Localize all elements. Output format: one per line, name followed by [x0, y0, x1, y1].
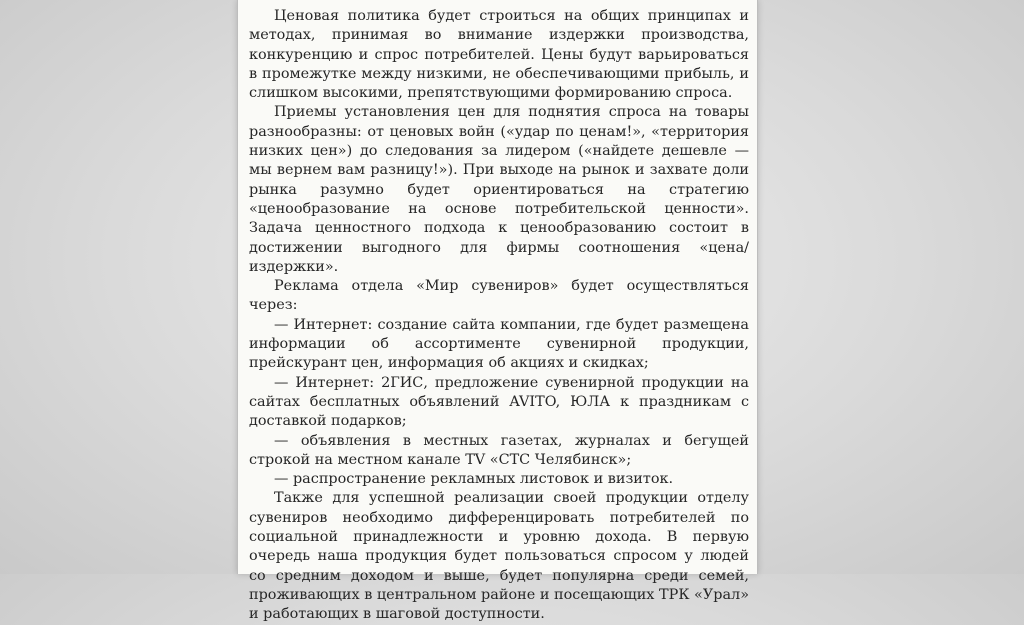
list-item: — Интернет: создание сайта компании, где будет размещена информации об ассортименте сувенирной продукции, прейскурант цен, информация об акциях и скидках; — [249, 316, 749, 372]
document-text — [249, 7, 749, 625]
list-item: — распространение рекламных листовок и визиток. — [274, 471, 674, 488]
paragraph-advertising-intro: Реклама отдела «Мир сувениров» будет осуществляться через: — [249, 278, 749, 314]
paragraph-pricing-policy: Ценовая политика будет строиться на общих принципах и методах, принимая во внимание издержки производства, конкуренцию и спрос потребителей. Цены будут варьироваться в промежутке между низкими, не обеспечивающими прибыль, и слишком высокими, препятствующими формированию спроса. — [249, 8, 749, 102]
document-page — [237, 0, 758, 623]
list-item: — Интернет: 2ГИС, предложение сувенирной продукции на сайтах бесплатных объявлений AVITO, ЮЛА к праздникам с доставкой подарков; — [249, 374, 749, 430]
paragraph-pricing-methods: Приемы установления цен для поднятия спроса на товары разнообразны: от ценовых войн («удар по ценам!», «территория низких цен») до следования за лидером («найдете дешевле — мы вернем вам разницу!»). При выходе на рынок и захвате доли рынка разумно будет ориентироваться на стратегию «ценообразование на основе потребительской ценности». Задача ценностного подхода к ценообразованию состоит в достижении выгодного для фирмы соотношения «цена/издержки». — [249, 104, 749, 275]
paragraph-consumer-segmentation: Также для успешной реализации своей продукции отделу сувениров необходимо дифференцировать потребителей по социальной принадлежности и уровню дохода. В первую очередь наша продукция будет пользоваться спросом у людей со средним доходом и выше, будет популярна среди семей, проживающих в центральном районе и посещающих ТРК «Урал» и работающих в шаговой доступности. — [249, 490, 749, 623]
list-item: — объявления в местных газетах, журналах и бегущей строкой на местном канале TV «СТС Челябинск»; — [249, 432, 749, 468]
